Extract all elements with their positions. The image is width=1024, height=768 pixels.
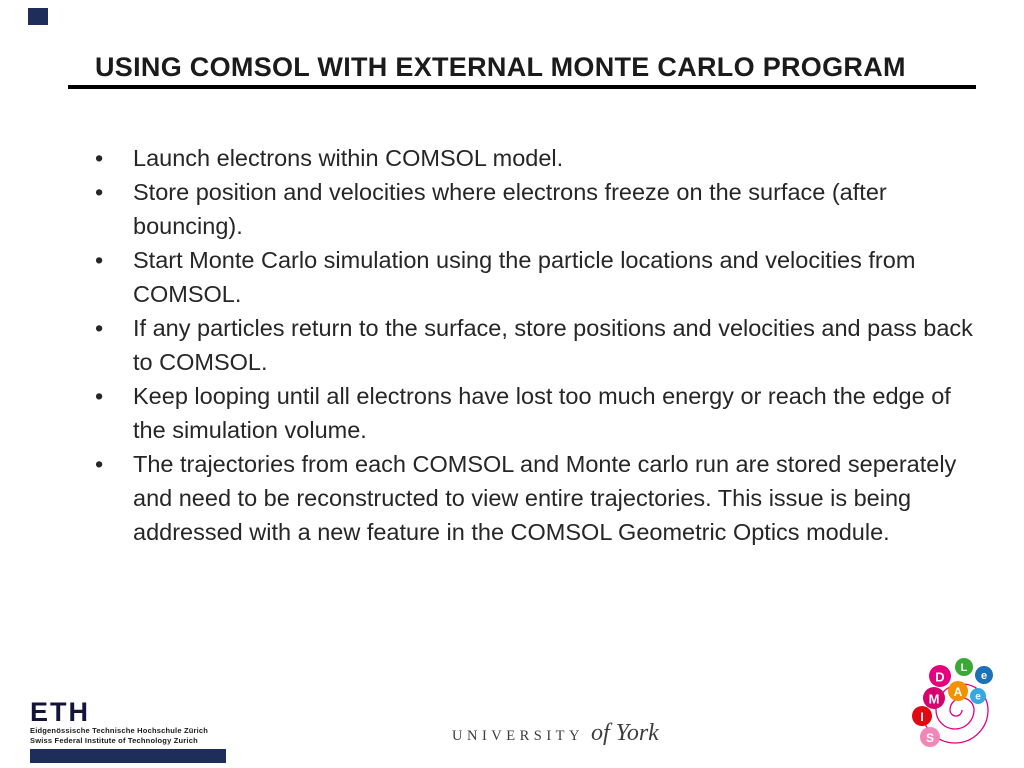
- circle-letter: L: [960, 662, 968, 674]
- bullet-marker: •: [95, 145, 104, 171]
- circle-letter: D: [935, 669, 945, 685]
- bullet-item: [95, 379, 975, 447]
- letter-circle: [955, 658, 973, 676]
- bullet-marker: •: [95, 315, 104, 341]
- bullet-item: [95, 141, 975, 175]
- bullet-marker: •: [95, 179, 104, 205]
- circle-letter: S: [925, 731, 935, 745]
- circle-letter: A: [953, 685, 963, 699]
- bullet-marker: •: [95, 247, 104, 273]
- eth-bar: [30, 749, 226, 763]
- letter-circle: [923, 687, 945, 709]
- circle-letter: I: [920, 710, 924, 724]
- eth-logotype: ETH: [30, 697, 90, 727]
- title-underline: [68, 85, 976, 89]
- bullet-text: If any particles return to the surface, store positions and velocities and pass back to COMSOL.: [133, 315, 973, 375]
- bullet-item: [95, 243, 975, 311]
- of-york-text: of York: [591, 720, 659, 746]
- bullet-text: Keep looping until all electrons have lost too much energy or reach the edge of the simulation volume.: [133, 383, 951, 443]
- letter-circle: [929, 665, 951, 687]
- letter-circle: [912, 706, 932, 726]
- corner-accent: [28, 8, 48, 25]
- bullet-text: Launch electrons within COMSOL model.: [133, 145, 564, 171]
- circle-letter: M: [928, 691, 940, 707]
- bullet-item: [95, 175, 975, 243]
- bullet-item: [95, 311, 975, 379]
- circle-letter: e: [975, 691, 981, 703]
- eth-name-german: Eidgenössische Technische Hochschule Zürich: [30, 726, 209, 735]
- bullet-text: Start Monte Carlo simulation using the particle locations and velocities from COMSOL.: [133, 247, 916, 307]
- university-text: UNIVERSITY: [452, 728, 584, 744]
- bullet-marker: •: [95, 383, 104, 409]
- letter-circle: [920, 727, 940, 747]
- letter-circle: [970, 688, 986, 704]
- midas-logo: [898, 648, 1016, 766]
- letter-circle: [975, 666, 993, 684]
- bullet-text: The trajectories from each COMSOL and Monte carlo run are stored seperately and need to be reconstructed to view entire trajectories. This issue is being addressed with a new feature in the COMSOL Geometric Optics module.: [133, 451, 957, 545]
- bullet-text: Store position and velocities where electrons freeze on the surface (after bouncing).: [133, 179, 887, 239]
- bullet-marker: •: [95, 451, 104, 477]
- bullet-item: [95, 447, 975, 549]
- slide-title: USING COMSOL WITH EXTERNAL MONTE CARLO PROGRAM: [95, 52, 906, 83]
- eth-name-english: Swiss Federal Institute of Technology Zurich: [30, 735, 198, 745]
- circle-letter: e: [980, 670, 988, 682]
- eth-logo: [30, 698, 230, 763]
- letter-circle: [948, 681, 968, 701]
- bullet-list: [95, 141, 975, 549]
- york-logo: [452, 720, 659, 747]
